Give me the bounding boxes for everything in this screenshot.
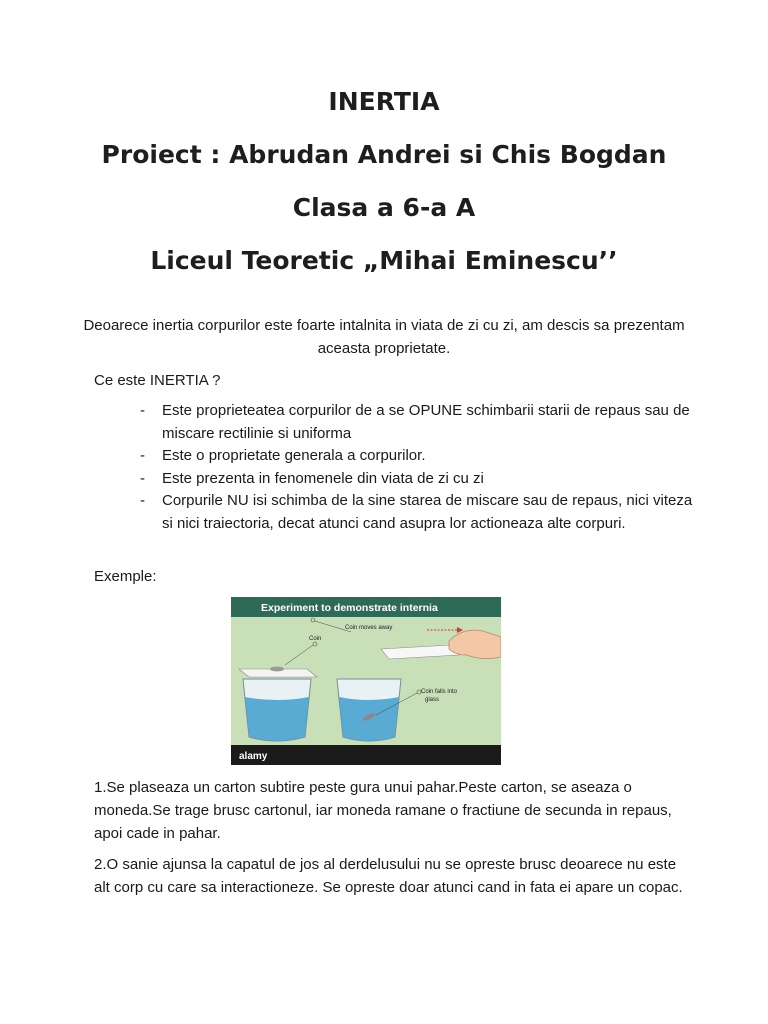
question-heading: Ce este INERTIA ? xyxy=(94,372,221,389)
moves-label: Coin moves away xyxy=(345,625,393,631)
figure-footer-bar xyxy=(231,745,501,765)
water xyxy=(245,697,309,741)
list-item-text: Este prezenta in fenomenele din viata de zi cu zi xyxy=(162,469,484,487)
example-paragraph-1: 1.Se plaseaza un carton subtire peste gura unui pahar.Peste carton, se aseaza o moneda.Se trage brusc cartonul, iar moneda ramane o fractiune de secunda in repaus, apoi cade in pahar. xyxy=(94,779,672,842)
bullet-dash: - xyxy=(140,469,145,487)
bullet-dash: - xyxy=(140,447,145,464)
brand-logo: alamy xyxy=(239,751,268,762)
list-item xyxy=(94,400,694,445)
figure-title: Experiment to demonstrate internia xyxy=(261,602,438,614)
list-item-text: Corpurile NU isi schimba de la sine starea de miscare sau de repaus, nici viteza si nici traiectoria, decat atunci cand asupra lor actioneaza alte corpuri. xyxy=(162,492,693,532)
project-authors: Proiect : Abrudan Andrei si Chis Bogdan xyxy=(101,140,667,169)
list-item xyxy=(94,468,694,491)
falls-label-line-1: Coin falls into xyxy=(421,689,458,695)
examples-label: Exemple: xyxy=(94,568,157,585)
document-title: INERTIA xyxy=(328,87,440,116)
title-block xyxy=(0,86,768,298)
bullet-dash: - xyxy=(140,492,145,509)
list-item xyxy=(94,490,694,535)
list-item-text: Este o proprietate generala a corpurilor. xyxy=(162,447,426,464)
definition-list xyxy=(94,400,694,535)
school-name: Liceul Teoretic „Mihai Eminescu’’ xyxy=(150,246,618,275)
falls-label-line-2: glass xyxy=(425,697,440,703)
coin-icon xyxy=(270,667,284,672)
list-item xyxy=(94,445,694,468)
example-paragraph-2: 2.O sanie ajunsa la capatul de jos al derdelusului nu se opreste brusc deoarece nu este alt corp cu care sa interactioneze. Se opreste doar atunci cand in fata ei apare un copac. xyxy=(94,856,683,896)
intro-paragraph: Deoarece inertia corpurilor este foarte intalnita in viata de zi cu zi, am descis sa prezentam aceasta proprietate. xyxy=(83,317,685,357)
list-item-text: Este proprieteatea corpurilor de a se OPUNE schimbarii starii de repaus sau de miscare rectilinie si uniforma xyxy=(162,402,690,442)
class-name: Clasa a 6-a A xyxy=(292,193,476,222)
coin-label: Coin xyxy=(309,636,322,642)
bullet-dash: - xyxy=(140,402,145,419)
experiment-figure xyxy=(231,597,501,765)
